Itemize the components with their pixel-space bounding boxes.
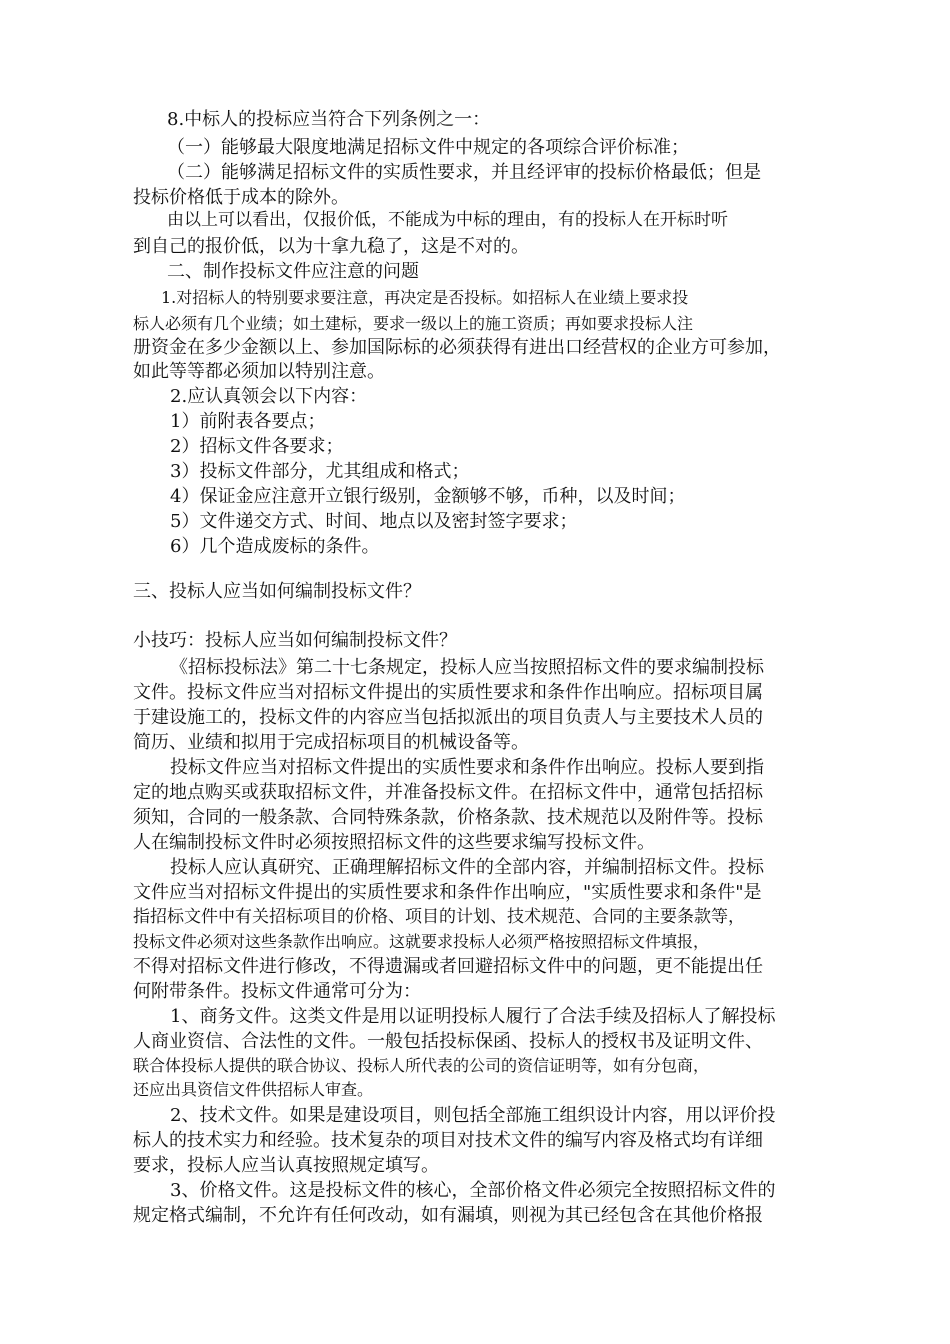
para-2-line-3: 须知，合同的一般条款、合同特殊条款，价格条款、技术规范以及附件等。投标: [133, 807, 763, 828]
para-2-line-2: 定的地点购买或获取招标文件，并准备投标文件。在招标文件中，通常包括招标: [133, 782, 763, 803]
clause-8-item-2-line-2: 投标价格低于成本的除外。: [133, 187, 349, 208]
clause-8-heading: 8.中标人的投标应当符合下列条例之一：: [167, 109, 491, 130]
section-3-heading: 三、投标人应当如何编制投标文件？: [133, 581, 421, 602]
section-2-point-2-heading: 2.应认真领会以下内容：: [170, 386, 368, 407]
section-2-point-1-line-1: 1.对招标人的特别要求要注意，再决定是否投标。如招标人在业绩上要求投: [161, 288, 689, 307]
para-2-line-1: 投标文件应当对招标文件提出的实质性要求和条件作出响应。投标人要到指: [170, 757, 764, 778]
para-1-line-1: 《招标投标法》第二十七条规定，投标人应当按照招标文件的要求编制投标: [170, 657, 764, 678]
analysis-line-1: 由以上可以看出，仅报价低，不能成为中标的理由，有的投标人在开标时听: [167, 210, 728, 230]
para-6-line-2: 规定格式编制，不允许有任何改动，如有漏填，则视为其已经包含在其他价格报: [133, 1205, 763, 1226]
section-2-heading: 二、制作投标文件应注意的问题: [167, 261, 419, 282]
list-item-2: 2）招标文件各要求；: [170, 436, 344, 457]
clause-8-item-1: （一）能够最大限度地满足招标文件中规定的各项综合评价标准；: [167, 137, 689, 158]
list-item-1: 1）前附表各要点；: [170, 411, 326, 432]
para-2-line-4: 人在编制投标文件时必须按照招标文件的这些要求编写投标文件。: [133, 832, 655, 853]
para-4-line-4: 还应出具资信文件供招标人审查。: [133, 1080, 374, 1099]
para-3-line-5: 不得对招标文件进行修改，不得遗漏或者回避招标文件中的问题，更不能提出任: [133, 956, 763, 977]
para-4-line-1: 1、商务文件。这类文件是用以证明投标人履行了合法手续及招标人了解投标: [170, 1006, 776, 1027]
list-item-6: 6）几个造成废标的条件。: [170, 536, 380, 557]
para-5-line-2: 标人的技术实力和经验。技术复杂的项目对技术文件的编写内容及格式均有详细: [133, 1130, 763, 1151]
para-6-line-1: 3、价格文件。这是投标文件的核心，全部价格文件必须完全按照招标文件的: [170, 1180, 776, 1201]
section-2-point-1-line-2: 标人必须有几个业绩；如土建标，要求一级以上的施工资质；再如要求投标人注: [133, 314, 694, 333]
tip-heading: 小技巧：投标人应当如何编制投标文件？: [133, 630, 457, 651]
para-1-line-3: 于建设施工的，投标文件的内容应当包括拟派出的项目负责人与主要技术人员的: [133, 707, 763, 728]
para-3-line-3: 指招标文件中有关招标项目的价格、项目的计划、技术规范、合同的主要条款等，: [133, 907, 745, 927]
para-3-line-1: 投标人应认真研究、正确理解招标文件的全部内容，并编制招标文件。投标: [170, 857, 764, 878]
para-4-line-3: 联合体投标人提供的联合协议、投标人所代表的公司的资信证明等，如有分包商，: [133, 1056, 710, 1075]
para-4-line-2: 人商业资信、合法性的文件。一般包括投标保函、投标人的授权书及证明文件、: [133, 1031, 763, 1052]
list-item-3: 3）投标文件部分，尤其组成和格式；: [170, 461, 470, 482]
analysis-line-2: 到自己的报价低，以为十拿九稳了，这是不对的。: [133, 236, 529, 257]
para-1-line-4: 简历、业绩和拟用于完成招标项目的机械设备等。: [133, 732, 529, 753]
list-item-4: 4）保证金应注意开立银行级别，金额够不够，币种，以及时间；: [170, 486, 686, 507]
para-5-line-1: 2、技术文件。如果是建设项目，则包括全部施工组织设计内容，用以评价投: [170, 1105, 776, 1126]
para-3-line-2: 文件应当对招标文件提出的实质性要求和条件作出响应，"实质性要求和条件"是: [133, 882, 762, 903]
para-1-line-2: 文件。投标文件应当对招标文件提出的实质性要求和条件作出响应。招标项目属: [133, 682, 763, 703]
para-3-line-4: 投标文件必须对这些条款作出响应。这就要求投标人必须严格按照招标文件填报，: [133, 932, 710, 951]
list-item-5: 5）文件递交方式、时间、地点以及密封签字要求；: [170, 511, 578, 532]
section-2-point-1-line-4: 如此等等都必须加以特别注意。: [133, 361, 385, 382]
clause-8-item-2-line-1: （二）能够满足招标文件的实质性要求，并且经评审的投标价格最低；但是: [167, 162, 761, 183]
para-3-line-6: 何附带条件。投标文件通常可分为：: [133, 981, 421, 1002]
section-2-point-1-line-3: 册资金在多少金额以上、参加国际标的必须获得有进出口经营权的企业方可参加，: [133, 337, 781, 358]
para-5-line-3: 要求，投标人应当认真按照规定填写。: [133, 1155, 439, 1176]
